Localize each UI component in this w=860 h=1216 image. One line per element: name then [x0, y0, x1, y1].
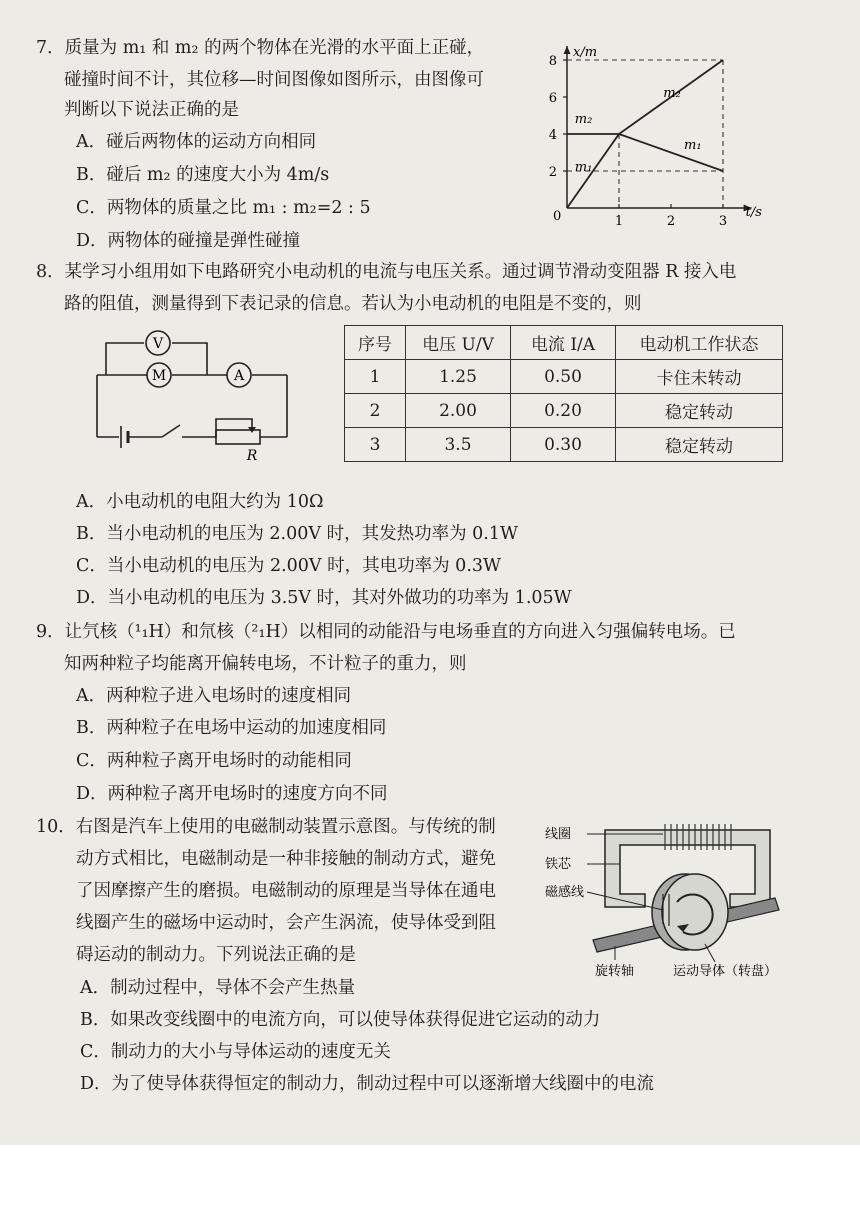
q10-stem-line-3: 了因摩擦产生的磨损。电磁制动的原理是当导体在通电 — [76, 881, 496, 901]
q8-option-d: D．当小电动机的电压为 3.5V 时，其对外做功的功率为 1.05W — [76, 588, 572, 608]
q8-option-a: A．小电动机的电阻大约为 10Ω — [76, 492, 324, 512]
q8-stem-line-1: 8．某学习小组用如下电路研究小电动机的电流与电压关系。通过调节滑动变阻器 R 接入电 — [36, 262, 737, 282]
q7-option-a: A．碰后两物体的运动方向相同 — [76, 132, 317, 152]
table-cell: 稳定转动 — [616, 428, 783, 462]
displacement-time-chart — [535, 38, 785, 228]
table-row — [345, 394, 783, 428]
q9-option-c: C．两种粒子离开电场时的动能相同 — [76, 751, 352, 771]
shaft-label: 旋转轴 — [595, 964, 635, 979]
table-header-cell: 序号 — [345, 326, 406, 360]
y-tick-label: 8 — [548, 54, 557, 69]
series-label: m₁ — [684, 137, 702, 153]
table-header-row — [345, 326, 783, 360]
q9-option-d: D．两种粒子离开电场时的速度方向不同 — [76, 784, 388, 804]
table-cell: 0.30 — [511, 428, 616, 462]
table-cell: 稳定转动 — [616, 394, 783, 428]
table-cell: 0.20 — [511, 394, 616, 428]
series-label: m₂ — [574, 111, 593, 127]
q8-stem-line-2: 路的阻值，测量得到下表记录的信息。若认为小电动机的电阻是不变的，则 — [64, 294, 642, 314]
data-table — [344, 325, 783, 462]
table-cell: 2.00 — [406, 394, 511, 428]
motor-label: M — [151, 368, 167, 384]
q10-stem-line-4: 线圈产生的磁场中运动时，会产生涡流，使导体受到阻 — [76, 913, 496, 933]
q7-option-c: C．两物体的质量之比 m₁ : m₂=2 : 5 — [76, 198, 371, 218]
voltmeter-label: V — [152, 336, 164, 352]
q7-stem-line-2: 碰撞时间不计，其位移—时间图像如图所示，由图像可 — [64, 70, 484, 90]
q9-stem-line-2: 知两种粒子均能离开偏转电场，不计粒子的重力，则 — [64, 654, 467, 674]
series-label: m₁ — [574, 160, 593, 175]
q7-stem-line-3: 判断以下说法正确的是 — [64, 100, 239, 120]
y-axis-label: x/m — [573, 45, 598, 60]
q9-option-b: B．两种粒子在电场中运动的加速度相同 — [76, 718, 387, 738]
q10-option-c: C．制动力的大小与导体运动的速度无关 — [80, 1042, 391, 1062]
origin-label: 0 — [553, 209, 562, 224]
table-cell: 3.5 — [406, 428, 511, 462]
field-line-label: 磁感线 — [545, 885, 585, 900]
q10-option-a: A．制动过程中，导体不会产生热量 — [80, 978, 356, 998]
coil-label: 线圈 — [545, 827, 572, 842]
q7-stem-line-1: 7．质量为 m₁ 和 m₂ 的两个物体在光滑的水平面上正碰， — [36, 38, 485, 58]
q10-stem-line-2: 动方式相比，电磁制动是一种非接触的制动方式，避免 — [76, 849, 496, 869]
q9-option-a: A．两种粒子进入电场时的速度相同 — [76, 686, 352, 706]
x-tick-label: 2 — [666, 214, 676, 228]
electromagnetic-brake-diagram — [545, 812, 805, 982]
iron-core-label: 铁芯 — [545, 857, 572, 872]
q10-option-d: D．为了使导体获得恒定的制动力，制动过程中可以逐渐增大线圈中的电流 — [80, 1074, 655, 1094]
y-tick-label: 4 — [548, 128, 557, 143]
q8-option-b: B．当小电动机的电压为 2.00V 时，其发热功率为 0.1W — [76, 524, 518, 544]
series-label: m₂ — [663, 86, 681, 101]
q9-stem-line-1: 9．让氕核（¹₁H）和氘核（²₁H）以相同的动能沿与电场垂直的方向进入匀强偏转电场。已 — [36, 622, 736, 642]
q10-stem-line-5: 碍运动的制动力。下列说法正确的是 — [76, 945, 356, 965]
circuit-diagram — [92, 325, 292, 465]
table-cell: 2 — [345, 394, 406, 428]
table-header-cell: 电流 I/A — [511, 326, 616, 360]
table-cell: 3 — [345, 428, 406, 462]
table-cell: 卡住未转动 — [616, 360, 783, 394]
rheostat-label: R — [246, 448, 258, 464]
table-header-cell: 电动机工作状态 — [616, 326, 783, 360]
y-axis-arrow — [564, 46, 571, 54]
table-header-cell: 电压 U/V — [406, 326, 511, 360]
table-row — [345, 428, 783, 462]
ammeter-label: A — [233, 368, 245, 384]
q10-stem-line-1: 10．右图是汽车上使用的电磁制动装置示意图。与传统的制 — [36, 817, 496, 837]
q7-option-b: B．碰后 m₂ 的速度大小为 4m/s — [76, 165, 330, 185]
x-tick-label: 1 — [614, 214, 624, 228]
x-tick-label: 3 — [718, 214, 728, 228]
y-tick-label: 6 — [548, 91, 557, 106]
disc-label: 运动导体（转盘） — [673, 964, 778, 979]
table-cell: 1 — [345, 360, 406, 394]
q8-option-c: C．当小电动机的电压为 2.00V 时，其电功率为 0.3W — [76, 556, 501, 576]
y-tick-label: 2 — [548, 165, 557, 180]
table-cell: 1.25 — [406, 360, 511, 394]
q7-option-d: D．两物体的碰撞是弹性碰撞 — [76, 231, 301, 251]
x-axis-label: t/s — [745, 205, 762, 220]
table-row — [345, 360, 783, 394]
q10-option-b: B．如果改变线圈中的电流方向，可以使导体获得促进它运动的动力 — [80, 1010, 601, 1030]
table-cell: 0.50 — [511, 360, 616, 394]
